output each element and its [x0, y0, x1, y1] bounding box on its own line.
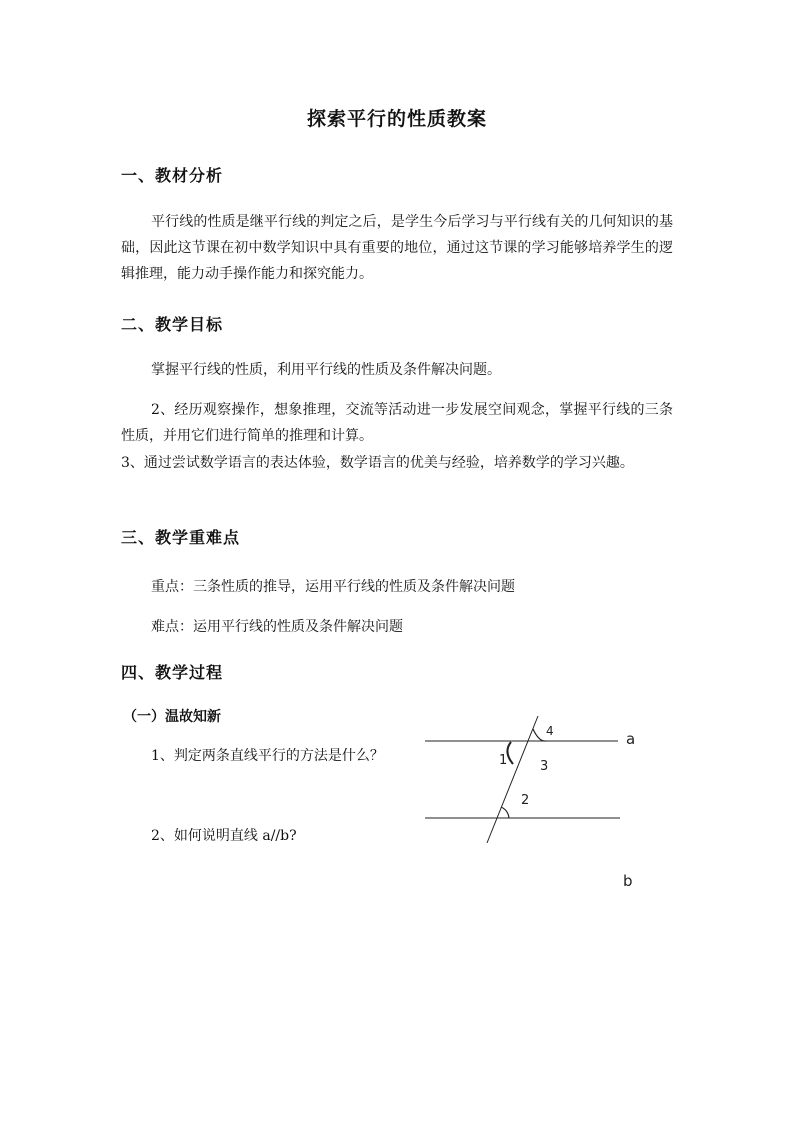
section-heading-analysis: 一、教材分析 — [121, 166, 224, 185]
angle-3-label: 3 — [540, 759, 549, 774]
objective-item-3: 3、通过尝试数学语言的表达体验，数学语言的优美与经验，培养数学的学习兴趣。 — [121, 455, 634, 471]
angle-2-arc — [501, 807, 509, 818]
objective-item-2: 2、经历观察操作，想象推理，交流等活动进一步发展空间观念，掌握平行线的三条性质，并用它们进行简单的推理和计算。 — [121, 402, 673, 444]
page-title: 探索平行的性质教案 — [306, 108, 487, 130]
section-heading-process: 四、教学过程 — [121, 663, 224, 682]
parallel-lines-diagram — [415, 706, 675, 906]
angle-2-label: 2 — [521, 793, 530, 808]
key-point-focus: 重点：三条性质的推导，运用平行线的性质及条件解决问题 — [151, 579, 515, 595]
subsection-heading-review: （一）温故知新 — [123, 709, 221, 725]
review-question-1: 1、判定两条直线平行的方法是什么？ — [151, 748, 384, 764]
review-question-2: 2、如何说明直线 a//b? — [151, 828, 297, 844]
angle-1-arc — [507, 742, 513, 764]
transversal-line — [487, 716, 538, 843]
objective-item-1: 掌握平行线的性质，利用平行线的性质及条件解决问题。 — [151, 362, 501, 378]
parallel-lines-figure — [415, 706, 675, 906]
section-heading-objectives: 二、教学目标 — [121, 315, 224, 334]
section-heading-key-points: 三、教学重难点 — [121, 528, 241, 547]
angle-4-label: 4 — [546, 724, 554, 738]
angle-4-arc — [533, 729, 546, 741]
line-a-label: a — [626, 730, 636, 748]
line-b-label: b — [623, 872, 633, 890]
angle-1-label: 1 — [499, 753, 508, 768]
analysis-paragraph: 平行线的性质是继平行线的判定之后，是学生今后学习与平行线有关的几何知识的基础，因此这节课在初中数学知识中具有重要的地位，通过这节课的学习能够培养学生的逻辑推理，能力动手操作能力和探究能力。 — [121, 214, 673, 282]
key-point-difficulty: 难点：运用平行线的性质及条件解决问题 — [151, 619, 403, 635]
